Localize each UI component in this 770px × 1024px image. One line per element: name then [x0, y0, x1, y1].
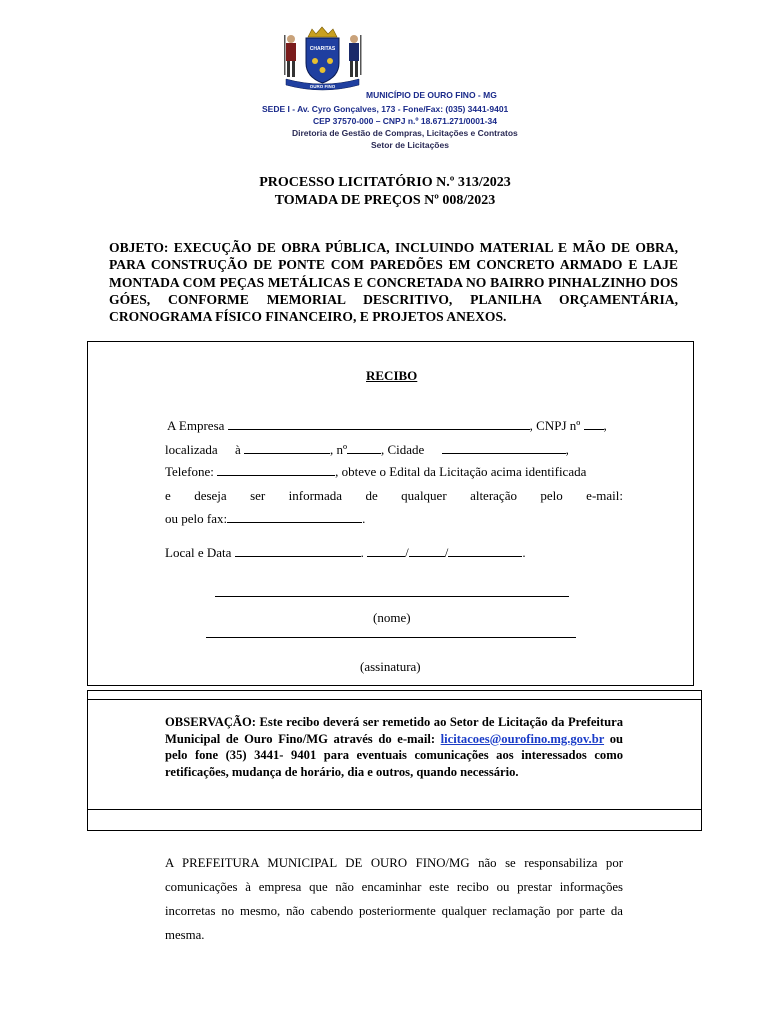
- title-processo: PROCESSO LICITATÓRIO N.º 313/2023: [259, 175, 511, 190]
- header-directorate: Diretoria de Gestão de Compras, Licitações e Contratos: [292, 128, 518, 138]
- header-sector: Setor de Licitações: [371, 140, 449, 150]
- assinatura-label: (assinatura): [360, 659, 421, 674]
- word-email: e-mail:: [586, 488, 623, 503]
- header-municipality: MUNICÍPIO DE OURO FINO - MG: [366, 90, 497, 100]
- word-ser: ser: [250, 488, 266, 503]
- title-tomada: TOMADA DE PREÇOS Nº 008/2023: [274, 193, 496, 208]
- recibo-line-telefone: [165, 464, 586, 480]
- numero-label: , nº: [329, 442, 347, 457]
- word-pelo: pelo: [540, 488, 563, 503]
- empresa-blank: [228, 418, 530, 430]
- crest-left-figure: [284, 35, 296, 77]
- word-alteracao: alteração: [470, 488, 517, 503]
- word-deseja: deseja: [194, 488, 227, 503]
- crest-crown: [308, 27, 337, 37]
- nome-line: [215, 596, 569, 597]
- obteve-text: , obteve o Edital da Licitação acima identificada: [335, 464, 587, 479]
- a-label: à: [234, 442, 241, 457]
- observacao-text-before: OBSERVAÇÃO: Este recibo deverá ser remetido ao Setor de Licitação da Prefeitura Municipal de Ouro Fino/MG através do e-mail:: [165, 715, 623, 746]
- observacao-paragraph: [165, 714, 623, 780]
- recibo-line-local-data: Local e Data . / / .: [165, 545, 526, 560]
- word-e: e: [165, 488, 171, 503]
- fax-label: ou pelo fax:: [165, 511, 228, 526]
- word-de: de: [365, 488, 378, 503]
- municipal-coat-of-arms-logo: [280, 25, 365, 95]
- crest-text-charitas: CHARITAS: [309, 46, 336, 52]
- word-informada: informada: [288, 488, 343, 503]
- recibo-line-empresa: A Empresa , CNPJ nº ,: [167, 418, 607, 433]
- objeto-paragraph: OBJETO: EXECUÇÃO DE OBRA PÚBLICA, INCLUINDO MATERIAL E MÃO DE OBRA, PARA CONSTRUÇÃO DE PONTE COM PAREDÕES EM CONCRETO ARMADO E LAJE MONTADA COM PEÇAS METÁLICAS E CONCRETADA NO BAIRRO PINHALZINHO DOS GÓES, CONFORME MEMORIAL DESCRITIVO, PLANILHA ORÇAMENTÁRIA, CRONOGRAMA FÍSICO FINANCEIRO, E PROJETOS ANEXOS.: [109, 240, 678, 325]
- recibo-line-deseja: [165, 488, 623, 504]
- footer-disclaimer-paragraph: A PREFEITURA MUNICIPAL DE OURO FINO/MG não se responsabiliza por comunicações à empresa que não encaminhar este recibo ou prestar informações incorretas no mesmo, não cabendo posteriormente qualquer reclamação por parte da mesma.: [165, 856, 623, 942]
- cnpj-blank: [584, 418, 604, 430]
- nome-label: (nome): [373, 610, 411, 625]
- localizada-label: localizada: [165, 442, 218, 457]
- crest-text-ouro-fino: OURO FINO: [309, 84, 336, 89]
- day-blank: [367, 545, 405, 557]
- word-qualquer: qualquer: [401, 488, 447, 503]
- recibo-heading: RECIBO: [366, 368, 418, 383]
- empresa-label: A Empresa: [167, 418, 225, 433]
- cidade-label: , Cidade: [381, 442, 425, 457]
- local-blank: [235, 545, 361, 557]
- numero-blank: [347, 442, 381, 454]
- endereco-blank: [244, 442, 330, 454]
- cnpj-label: , CNPJ nº: [529, 418, 581, 433]
- cidade-blank: [442, 442, 566, 454]
- observacao-email-link[interactable]: licitacoes@ourofino.mg.gov.br: [440, 731, 605, 746]
- telefone-label: Telefone:: [165, 464, 214, 479]
- month-blank: [409, 545, 445, 557]
- telefone-blank: [217, 464, 335, 476]
- header-cep: CEP 37570-000 – CNPJ n.º 18.671.271/0001-34: [313, 116, 497, 126]
- assinatura-line: [206, 637, 576, 638]
- year-blank: [448, 545, 522, 557]
- fax-blank: [227, 511, 362, 523]
- recibo-line-localizada: localizada à , nº , Cidade ,: [165, 442, 569, 457]
- header-address: SEDE I - Av. Cyro Gonçalves, 173 - Fone/Fax: (035) 3441-9401: [262, 104, 509, 114]
- local-data-label: Local e Data: [165, 545, 232, 560]
- recibo-line-fax: ou pelo fax: .: [165, 511, 366, 526]
- observacao-text-after: ou pelo fone (35) 3441- 9401 para eventuais comunicações aos interessados como retificações, mudança de horário, dia e outros, quando necessário.: [165, 731, 623, 779]
- crest-right-figure: [349, 35, 362, 77]
- crest-shield: [306, 38, 339, 83]
